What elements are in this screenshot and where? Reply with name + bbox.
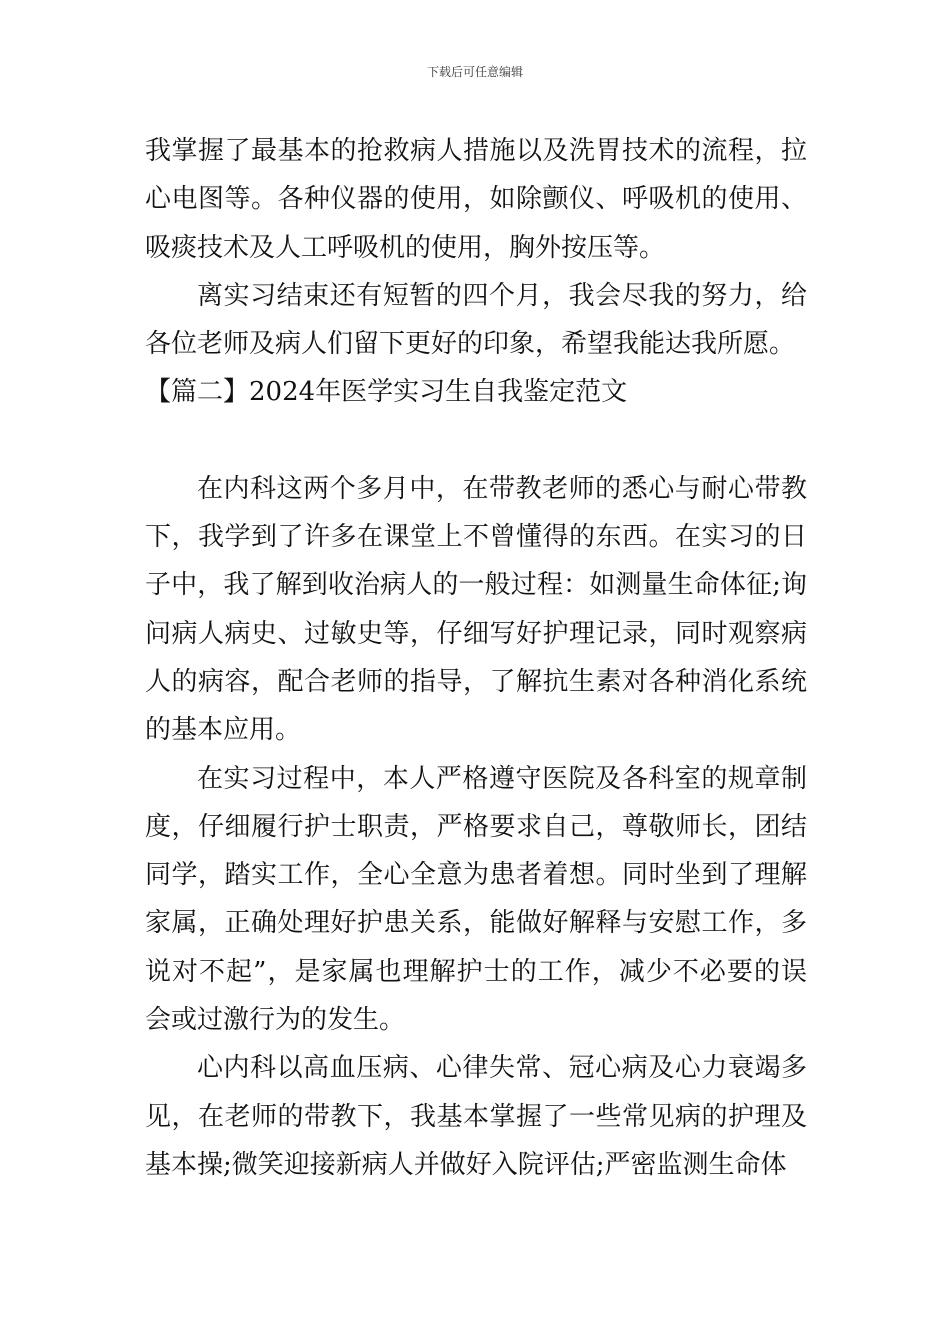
paragraph-1: 我掌握了最基本的抢救病人措施以及洗胃技术的流程，拉心电图等。各种仪器的使用，如除颤仪、呼吸机的使用、吸痰技术及人工呼吸机的使用，胸外按压等。	[145, 136, 807, 263]
page-header: 下载后可任意编辑	[426, 65, 523, 79]
paragraph-4: 在实习过程中，本人严格遵守医院及各科室的规章制度，仔细履行护士职责，严格要求自己，尊敬师长，团结同学，踏实工作，全心全意为患者着想。同时坐到了理解家属，正确处理好护患关系，能做好解释与安慰工作，多说对不起”，是家属也理解护士的工作，减少不必要的误会或过激行为的发生。	[145, 763, 807, 1036]
paragraph-2: 离实习结束还有短暂的四个月，我会尽我的努力，给各位老师及病人们留下更好的印象，希望我能达我所愿。	[145, 280, 807, 360]
section-heading: 【篇二】2024年医学实习生自我鉴定范文	[145, 377, 628, 408]
section-spacer	[145, 417, 807, 465]
paragraph-5: 心内科以高血压病、心律失常、冠心病及心力衰竭多见，在老师的带教下，我基本掌握了一些常见病的护理及基本操;微笑迎接新病人并做好入院评估;严密监测生命体	[145, 1053, 807, 1180]
document-body	[145, 127, 807, 1189]
paragraph-3: 在内科这两个多月中，在带教老师的悉心与耐心带教下，我学到了许多在课堂上不曾懂得的东西。在实习的日子中，我了解到收治病人的一般过程：如测量生命体征;询问病人病史、过敏史等，仔细写好护理记录，同时观察病人的病容，配合老师的指导，了解抗生素对各种消化系统的基本应用。	[145, 473, 807, 746]
